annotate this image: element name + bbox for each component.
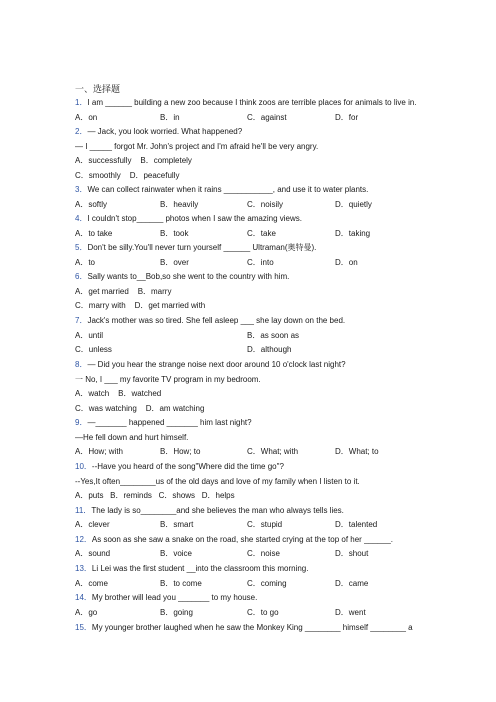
question-8-reply: 一 No, I ___ my favorite TV program in my bedroom. (75, 375, 261, 384)
option-b[interactable]: B．marry (137, 287, 172, 296)
option-d[interactable]: D．talented (335, 520, 378, 529)
option-a[interactable]: A．get married (75, 287, 129, 296)
question-text: My younger brother laughed when he saw the Monkey King ________ himself ________ a (91, 623, 413, 632)
question-number: 5． (75, 243, 88, 252)
option-c[interactable]: C．to go (247, 608, 279, 617)
question-2-reply: — I _____ forgot Mr. John's project and I'm afraid he'll be very angry. (75, 142, 319, 151)
question-text: —_______ happened _______ him last night? (87, 418, 252, 427)
option-a[interactable]: A．How; with (75, 447, 124, 456)
option-c[interactable]: C．What; with (247, 447, 299, 456)
option-a[interactable]: A．clever (75, 520, 110, 529)
options-10 (75, 490, 475, 502)
question-text: — Did you hear the strange noise next door around 10 o'clock last night? (87, 360, 346, 369)
option-d[interactable]: D．shout (335, 549, 369, 558)
options-5 (75, 257, 475, 269)
option-b[interactable]: B．watched (118, 389, 162, 398)
question-number: 14． (75, 593, 92, 602)
question-4 (75, 213, 475, 225)
question-13 (75, 563, 475, 575)
question-text: I am ______ building a new zoo because I think zoos are terrible places for animals to live in. (87, 98, 417, 107)
option-c[interactable]: C．smoothly (75, 171, 121, 180)
question-number: 10． (75, 462, 92, 471)
option-a[interactable]: A．until (75, 331, 104, 340)
options-3 (75, 199, 475, 211)
option-a[interactable]: A．puts (75, 491, 104, 500)
question-number: 8． (75, 360, 88, 369)
option-b[interactable]: B．going (160, 608, 193, 617)
option-d[interactable]: D．get married with (134, 301, 206, 310)
option-a[interactable]: A．to take (75, 229, 113, 238)
options-7-row1 (75, 330, 475, 342)
question-14 (75, 592, 475, 604)
option-d[interactable]: D．on (335, 258, 358, 267)
option-b[interactable]: B．completely (140, 156, 192, 165)
option-c[interactable]: C．marry with (75, 301, 126, 310)
question-number: 12． (75, 535, 92, 544)
option-a[interactable]: A．to (75, 258, 96, 267)
option-d[interactable]: D．came (335, 579, 369, 588)
question-number: 7． (75, 316, 88, 325)
question-15 (75, 622, 475, 634)
question-text: We can collect rainwater when it rains ___________, and use it to water plants. (87, 185, 369, 194)
option-c[interactable]: C．against (247, 113, 287, 122)
question-1 (75, 97, 475, 109)
option-c[interactable]: C．unless (75, 345, 112, 354)
option-a[interactable]: A．softly (75, 200, 108, 209)
option-c[interactable]: C．shows (158, 491, 196, 500)
options-4 (75, 228, 475, 240)
option-b[interactable]: B．to come (160, 579, 202, 588)
option-d[interactable]: D．went (335, 608, 366, 617)
question-9-reply: —He fell down and hurt himself. (75, 433, 189, 442)
question-text: — Jack, you look worried. What happened? (87, 127, 243, 136)
question-text: My brother will lead you _______ to my house. (91, 593, 258, 602)
option-d[interactable]: D．peacefully (129, 171, 180, 180)
option-d[interactable]: D．although (247, 345, 292, 354)
options-11 (75, 519, 475, 531)
question-text: I couldn't stop______ photos when I saw the amazing views. (87, 214, 302, 223)
question-10 (75, 461, 475, 473)
options-6-row1 (75, 286, 475, 298)
option-c[interactable]: C．noisily (247, 200, 284, 209)
question-text: Don't be silly.You'll never turn yourself ______ Ultraman(奥特曼). (87, 243, 317, 252)
option-a[interactable]: A．come (75, 579, 108, 588)
options-2-row1 (75, 155, 475, 167)
question-10-reply: --Yes,It often________us of the old days and love of my family when I listen to it. (75, 477, 360, 486)
option-c[interactable]: C．noise (247, 549, 280, 558)
question-8 (75, 359, 475, 371)
option-c[interactable]: C．take (247, 229, 276, 238)
option-b[interactable]: B．over (160, 258, 189, 267)
options-14 (75, 607, 475, 619)
option-a[interactable]: A．watch (75, 389, 110, 398)
question-number: 15． (75, 623, 92, 632)
options-8-row2 (75, 403, 475, 415)
options-9 (75, 446, 475, 458)
option-a[interactable]: A．go (75, 608, 98, 617)
question-7 (75, 315, 475, 327)
question-12 (75, 534, 475, 546)
question-text: The lady is so________and she believes the man who always tells lies. (91, 506, 344, 515)
option-b[interactable]: B．How; to (160, 447, 201, 456)
options-7-row2 (75, 344, 475, 356)
option-c[interactable]: C．stupid (247, 520, 283, 529)
option-d[interactable]: D．What; to (335, 447, 379, 456)
option-a[interactable]: A．successfully (75, 156, 132, 165)
option-b[interactable]: B．heavily (160, 200, 199, 209)
question-number: 9． (75, 418, 88, 427)
option-d[interactable]: D．quietly (335, 200, 372, 209)
question-text: Li Lei was the first student __into the classroom this morning. (91, 564, 309, 573)
option-b[interactable]: B．in (160, 113, 180, 122)
question-3 (75, 184, 475, 196)
question-text: As soon as she saw a snake on the road, she started crying at the top of her ______. (91, 535, 393, 544)
question-text: Sally wants to__Bob,so she went to the country with him. (87, 272, 290, 281)
question-9 (75, 417, 475, 429)
option-c[interactable]: C．coming (247, 579, 287, 588)
option-c[interactable]: C．was watching (75, 404, 137, 413)
option-d[interactable]: D．am watching (145, 404, 205, 413)
option-d[interactable]: D．helps (201, 491, 235, 500)
option-a[interactable]: A．sound (75, 549, 111, 558)
option-a[interactable]: A．on (75, 113, 98, 122)
option-b[interactable]: B．as soon as (247, 331, 300, 340)
question-6 (75, 271, 475, 283)
question-number: 3． (75, 185, 88, 194)
option-d[interactable]: D．taking (335, 229, 371, 238)
question-number: 13． (75, 564, 92, 573)
options-1 (75, 112, 475, 124)
options-8-row1 (75, 388, 475, 400)
option-b[interactable]: B．reminds (110, 491, 152, 500)
options-2-row2 (75, 170, 475, 182)
options-6-row2 (75, 300, 475, 312)
option-b[interactable]: B．voice (160, 549, 193, 558)
question-number: 6． (75, 272, 88, 281)
options-12 (75, 548, 475, 560)
options-13 (75, 578, 475, 590)
option-b[interactable]: B．took (160, 229, 189, 238)
option-d[interactable]: D．for (335, 113, 359, 122)
question-number: 2． (75, 127, 88, 136)
question-number: 1． (75, 98, 88, 107)
question-5 (75, 242, 475, 254)
question-number: 11． (75, 506, 92, 515)
section-title: 一、选择题 (75, 84, 121, 94)
option-c[interactable]: C．into (247, 258, 274, 267)
question-11 (75, 505, 475, 517)
option-b[interactable]: B．smart (160, 520, 194, 529)
question-number: 4． (75, 214, 88, 223)
question-text: Jack's mother was so tired. She fell asleep ___ she lay down on the bed. (87, 316, 346, 325)
question-2 (75, 126, 475, 138)
question-text: --Have you heard of the song"Where did the time go"? (91, 462, 284, 471)
